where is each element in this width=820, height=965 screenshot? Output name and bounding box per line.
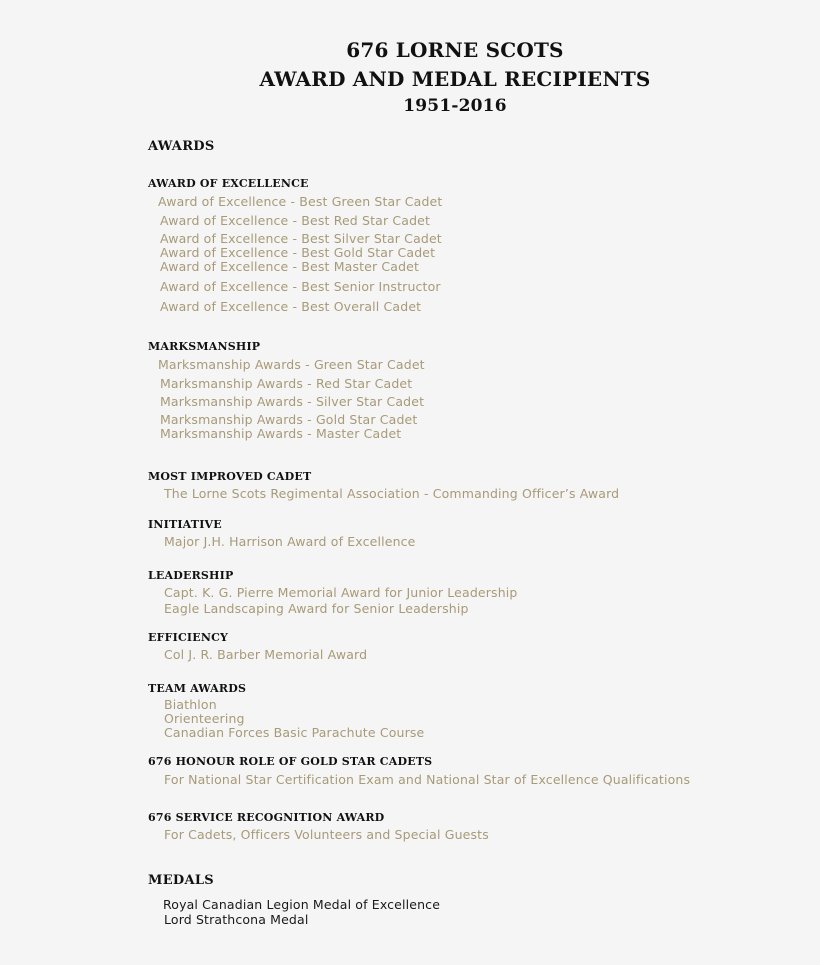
- section-title-efficiency: EFFICIENCY: [148, 631, 229, 644]
- section-title-marksmanship: MARKSMANSHIP: [148, 340, 261, 353]
- list-item: Award of Excellence - Best Silver Star Cadet: [160, 231, 442, 246]
- list-item: For National Star Certification Exam and National Star of Excellence Qualifications: [164, 772, 691, 787]
- list-item: Marksmanship Awards - Gold Star Cadet: [160, 412, 418, 427]
- list-item: Marksmanship Awards - Green Star Cadet: [158, 357, 425, 372]
- list-item: Award of Excellence - Best Overall Cadet: [160, 299, 422, 314]
- medals-heading: MEDALS: [148, 873, 214, 888]
- section-title-service-recognition: 676 SERVICE RECOGNITION AWARD: [148, 811, 385, 824]
- list-item: Canadian Forces Basic Parachute Course: [164, 725, 425, 740]
- list-item: Orienteering: [164, 711, 245, 726]
- awards-heading: AWARDS: [148, 139, 215, 154]
- section-title-team-awards: TEAM AWARDS: [148, 682, 247, 695]
- list-item: Marksmanship Awards - Red Star Cadet: [160, 376, 413, 391]
- list-item: Award of Excellence - Best Green Star Cadet: [158, 194, 443, 209]
- list-item: Col J. R. Barber Memorial Award: [164, 647, 368, 662]
- list-item: For Cadets, Officers Volunteers and Special Guests: [164, 827, 489, 842]
- section-title-excellence: AWARD OF EXCELLENCE: [148, 177, 309, 190]
- list-item: Capt. K. G. Pierre Memorial Award for Junior Leadership: [164, 585, 518, 600]
- list-item: Major J.H. Harrison Award of Excellence: [164, 534, 416, 549]
- doc-title-line-1: 676 LORNE SCOTS: [346, 38, 564, 62]
- section-title-most-improved: MOST IMPROVED CADET: [148, 470, 312, 483]
- list-item: Royal Canadian Legion Medal of Excellence: [163, 897, 441, 912]
- list-item: Marksmanship Awards - Master Cadet: [160, 426, 402, 441]
- section-title-initiative: INITIATIVE: [148, 518, 222, 531]
- doc-title-line-2: AWARD AND MEDAL RECIPIENTS: [259, 67, 651, 91]
- list-item: Award of Excellence - Best Red Star Cadet: [160, 213, 431, 228]
- list-item: Biathlon: [164, 697, 217, 712]
- list-item: Award of Excellence - Best Gold Star Cadet: [160, 245, 436, 260]
- list-item: Award of Excellence - Best Master Cadet: [160, 259, 420, 274]
- list-item: The Lorne Scots Regimental Association - Commanding Officer’s Award: [164, 486, 620, 501]
- list-item: Award of Excellence - Best Senior Instructor: [160, 279, 441, 294]
- doc-title-years: 1951-2016: [403, 96, 507, 116]
- list-item: Marksmanship Awards - Silver Star Cadet: [160, 394, 425, 409]
- list-item: Lord Strathcona Medal: [164, 912, 309, 927]
- section-title-leadership: LEADERSHIP: [148, 569, 234, 582]
- section-title-honour-role: 676 HONOUR ROLE OF GOLD STAR CADETS: [148, 755, 433, 768]
- list-item: Eagle Landscaping Award for Senior Leadership: [164, 601, 469, 616]
